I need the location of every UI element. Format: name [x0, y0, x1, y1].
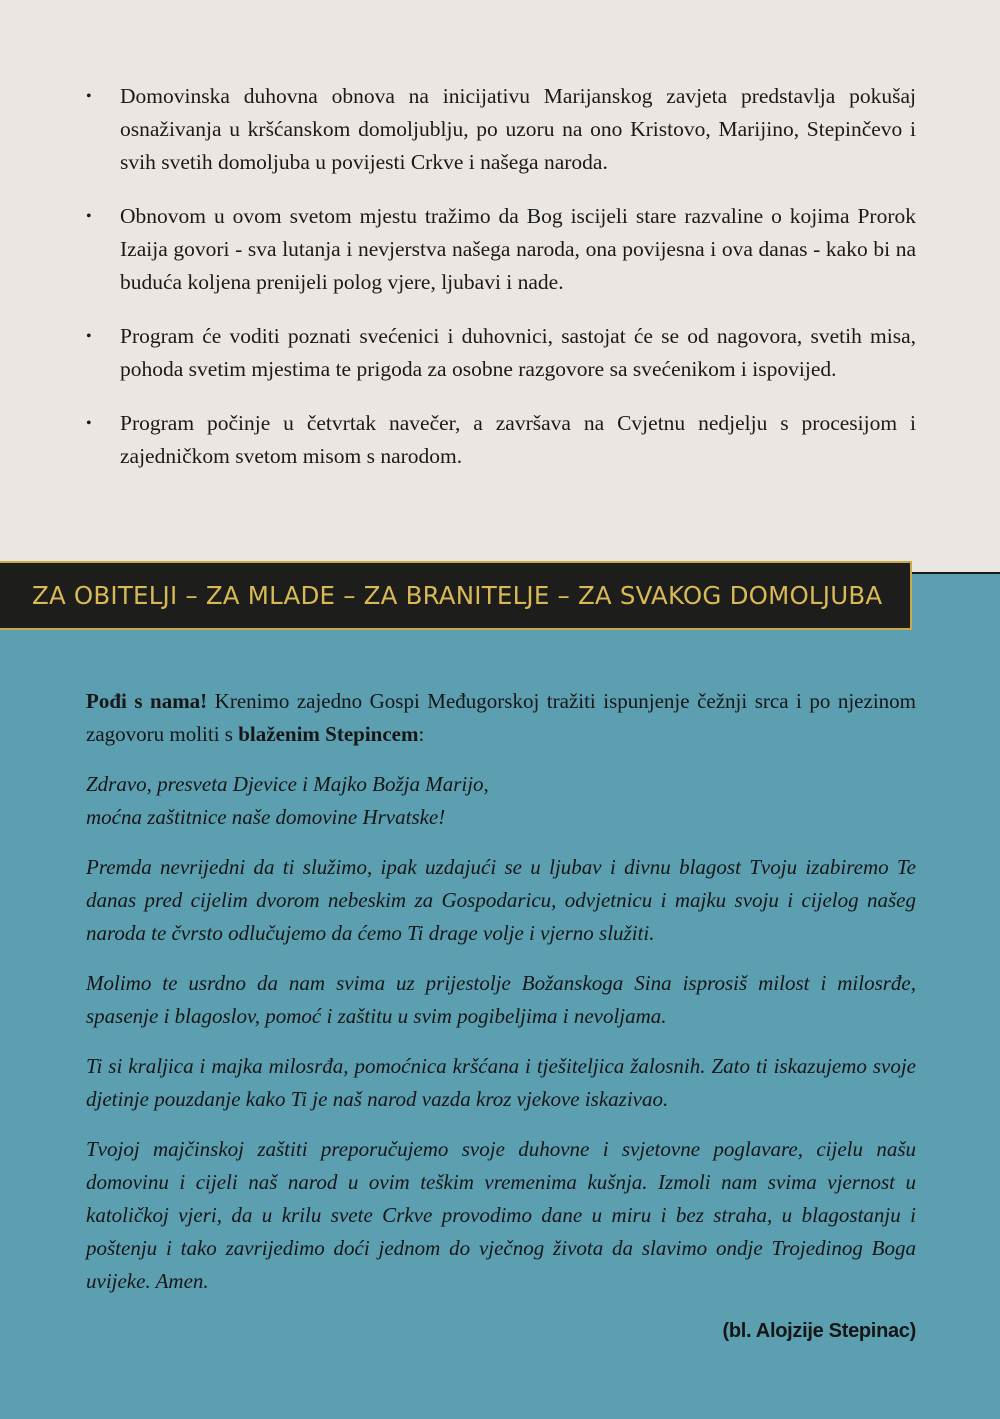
bullet-icon: • [86, 328, 92, 345]
bullet-text: Domovinska duhovna obnova na inicijativu Marijanskog zavjeta predstavlja pokušaj osnaživanja u kršćanskom domoljublju, po uzoru na ono Kristovo, Marijino, Stepinčevo i svih svetih domoljuba u povijesti Crkve i našega naroda. [120, 84, 916, 174]
prayer-line-2: moćna zaštitnice naše domovine Hrvatske! [86, 805, 446, 829]
top-section [0, 0, 1000, 574]
signature: (bl. Alojzije Stepinac) [722, 1320, 916, 1342]
intro-name: blaženim Stepincem [238, 722, 419, 746]
list-item [84, 320, 916, 386]
bullet-text: Program počinje u četvrtak navečer, a završava na Cvjetnu nedjelju s procesijom i zajedničkom svetom misom s narodom. [120, 411, 916, 468]
prayer-opening [86, 768, 916, 834]
banner-text: ZA OBITELJI – ZA MLADE – ZA BRANITELJE – ZA SVAKOG DOMOLJUBA [32, 581, 883, 610]
prayer-paragraph-2: Molimo te usrdno da nam svima uz prijestolje Božanskoga Sina isprosiš milost i milosrđe, spasenje i blagoslov, pomoć i zaštitu u svim pogibeljima i nevoljama. [86, 971, 916, 1028]
prayer-paragraph-4: Tvojoj majčinskoj zaštiti preporučujemo svoje duhovne i svjetovne poglavare, cijelu našu domovinu i cijeli naš narod u ovim teškim vremenima kušnja. Izmoli nam svima vjernost u katoličkoj vjeri, da u krilu svete Crkve provodimo dane u miru i bez straha, u blagostanju i poštenju i tako zavrijedimo doći jednom do vječnog života da slavimo ondje Trojedinog Boga uvijeke. Amen. [86, 1137, 916, 1293]
intro-lead: Pođi s nama! [86, 689, 208, 713]
prayer-line-1: Zdravo, presveta Djevice i Majko Božja Marijo, [86, 772, 489, 796]
list-item [84, 407, 916, 473]
banner [0, 561, 912, 630]
prayer-section [86, 685, 916, 1365]
intro-paragraph [86, 685, 916, 751]
bullet-icon: • [86, 208, 92, 225]
intro-text-1: Krenimo zajedno Gospi Međugorskoj tražiti ispunjenje čežnji srca i po njezinom zagovoru moliti s [86, 689, 916, 746]
prayer-paragraph-3: Ti si kraljica i majka milosrđa, pomoćnica kršćana i tješiteljica žalosnih. Zato ti iskazujemo svoje djetinje pouzdanje kako Ti je naš narod vazda kroz vjekove iskazivao. [86, 1054, 916, 1111]
intro-text-2: : [418, 722, 425, 746]
bullet-text: Program će voditi poznati svećenici i duhovnici, sastojat će se od nagovora, svetih misa, pohoda svetim mjestima te prigoda za osobne razgovore sa svećenikom i ispovijed. [120, 324, 916, 381]
list-item [84, 200, 916, 299]
bullet-text: Obnovom u ovom svetom mjestu tražimo da Bog iscijeli stare razvaline o kojima Prorok Izaija govori - sva lutanja i nevjerstva našega naroda, ona povijesna i ova danas - kako bi na buduća koljena prenijeli polog vjere, ljubavi i nade. [120, 204, 916, 294]
prayer-paragraph-1: Premda nevrijedni da ti služimo, ipak uzdajući se u ljubav i divnu blagost Tvoju izabiremo Te danas pred cijelim dvorom nebeskim za Gospodaricu, odvjetnicu i majku svoju i cijelog našeg naroda te čvrsto odlučujemo da ćemo Ti drage volje i vjerno služiti. [86, 855, 916, 945]
bullet-icon: • [86, 88, 92, 105]
bullet-icon: • [86, 415, 92, 432]
list-item [84, 80, 916, 179]
bullet-list [84, 80, 916, 494]
